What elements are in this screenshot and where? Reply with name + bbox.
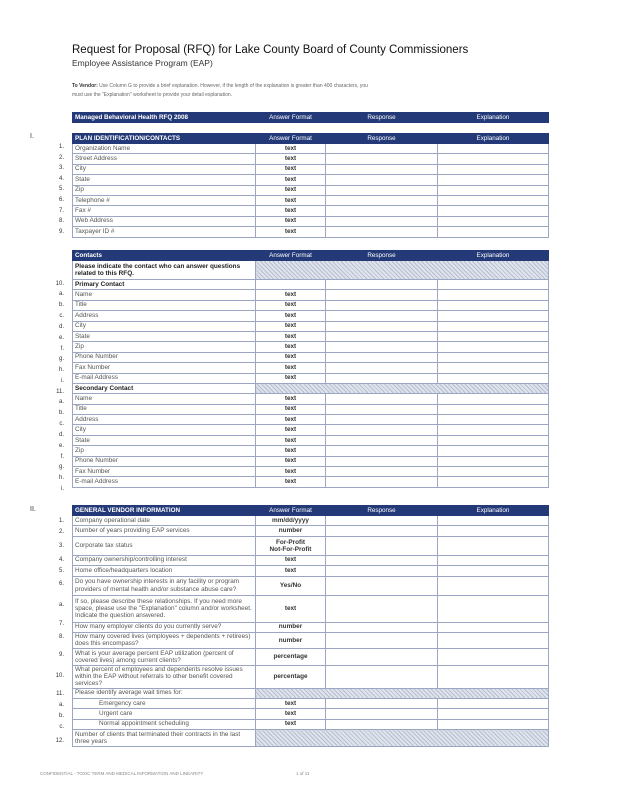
table-row	[73, 648, 549, 665]
answer-format: text	[256, 698, 326, 708]
question-label: Fax Number	[73, 363, 256, 373]
answer-format: text	[256, 342, 326, 352]
answer-format: For-Profit Not-For-Profit	[256, 536, 326, 555]
response-field[interactable]	[326, 622, 438, 632]
answer-format: text	[256, 435, 326, 445]
row-number: 8.	[58, 634, 64, 640]
question-label: E-mail Address	[73, 373, 256, 383]
question-label: What percent of employees and dependents resolve issues within the EAP without referrals to other benefit covered services?	[73, 665, 256, 688]
table-row	[73, 404, 549, 414]
question-label: Address	[73, 415, 256, 425]
explanation-field[interactable]	[438, 622, 549, 632]
question-label: Home office/headquarters location	[73, 566, 256, 576]
explanation-field[interactable]	[438, 331, 549, 341]
row-number: h.	[58, 475, 64, 482]
response-field[interactable]	[326, 206, 438, 216]
explanation-field[interactable]	[438, 536, 549, 555]
question-label: Do you have ownership interests in any facility or program providers of mental health and/or substance abuse care?	[73, 576, 256, 595]
explanation-field[interactable]	[438, 516, 549, 526]
explanation-field[interactable]	[438, 342, 549, 352]
col-response: Response	[326, 506, 438, 516]
table-row	[73, 477, 549, 487]
explanation-field[interactable]	[438, 321, 549, 331]
response-field[interactable]	[326, 195, 438, 205]
table-row	[73, 688, 549, 698]
row-number: i.	[61, 486, 64, 493]
table-row	[73, 576, 549, 595]
row-number: a.	[58, 702, 64, 708]
explanation-field[interactable]	[438, 446, 549, 456]
row-number: 6.	[58, 197, 64, 203]
question-label: Web Address	[73, 216, 256, 226]
explanation-field[interactable]	[438, 555, 549, 565]
question-label: Telephone #	[73, 195, 256, 205]
table-row	[73, 665, 549, 688]
explanation-field[interactable]	[438, 311, 549, 321]
col-explanation: Explanation	[438, 251, 549, 261]
table-row	[73, 566, 549, 576]
intro-lead: To Vendor:	[72, 83, 98, 89]
table-row	[73, 394, 549, 404]
question-label: Fax Number	[73, 467, 256, 477]
row-number: c.	[59, 724, 64, 730]
section-title: PLAN IDENTIFICATION/CONTACTS	[73, 134, 256, 144]
row-number: b.	[58, 409, 64, 416]
row-number: 10.	[55, 673, 64, 679]
question-label: Urgent care	[73, 709, 256, 719]
response-field[interactable]	[326, 477, 438, 487]
response-field[interactable]	[326, 342, 438, 352]
table-row	[73, 321, 549, 331]
response-field[interactable]	[326, 719, 438, 729]
explanation-field[interactable]	[438, 373, 549, 383]
question-label: Fax #	[73, 206, 256, 216]
row-number: e.	[58, 442, 64, 449]
response-field[interactable]	[326, 632, 438, 648]
question-label: Zip	[73, 185, 256, 195]
row-number: e.	[58, 334, 64, 341]
question-label: City	[73, 321, 256, 331]
response-field[interactable]	[326, 144, 438, 154]
table-row	[73, 709, 549, 719]
explanation-field[interactable]	[438, 300, 549, 310]
response-field[interactable]	[326, 576, 438, 595]
table-row	[73, 185, 549, 195]
question-label: Company ownership/controlling interest	[73, 555, 256, 565]
col-explanation: Explanation	[438, 506, 549, 516]
question-label: Title	[73, 404, 256, 414]
table-row	[73, 698, 549, 708]
row-number: 9.	[58, 228, 64, 235]
answer-format: text	[256, 467, 326, 477]
table-row	[73, 300, 549, 310]
table-row	[73, 216, 549, 226]
section-plan-identification	[72, 133, 549, 238]
response-field[interactable]	[326, 290, 438, 300]
row-number: c.	[59, 420, 64, 427]
row-number: 2.	[58, 154, 64, 161]
answer-format: text	[256, 446, 326, 456]
hatched-cell	[256, 261, 549, 280]
section-numeral-1: I.	[30, 133, 34, 140]
response-field[interactable]	[326, 321, 438, 331]
hatched-cell	[256, 730, 549, 747]
question-label: State	[73, 331, 256, 341]
answer-format: text	[256, 185, 326, 195]
response-field[interactable]	[326, 456, 438, 466]
rfq-header-title: Managed Behavioral Health RFQ 2008	[73, 113, 256, 123]
response-field[interactable]	[326, 175, 438, 185]
col-response: Response	[326, 251, 438, 261]
table-row	[73, 456, 549, 466]
row-number: i.	[61, 378, 64, 385]
explanation-field[interactable]	[438, 526, 549, 536]
response-field[interactable]	[326, 709, 438, 719]
explanation-field[interactable]	[438, 352, 549, 362]
explanation-field[interactable]	[438, 425, 549, 435]
response-field[interactable]	[326, 526, 438, 536]
answer-format: text	[256, 373, 326, 383]
answer-format: text	[256, 709, 326, 719]
answer-format: text	[256, 404, 326, 414]
col-response: Response	[326, 113, 438, 123]
row-number: a.	[58, 399, 64, 405]
answer-format: text	[256, 719, 326, 729]
row-number: g.	[58, 464, 64, 471]
row-number: 7.	[58, 207, 64, 214]
response-field[interactable]	[326, 164, 438, 174]
table-row	[73, 175, 549, 185]
answer-format: text	[256, 352, 326, 362]
row-number: 3.	[58, 165, 64, 172]
question-label: City	[73, 425, 256, 435]
table-row	[73, 342, 549, 352]
question-label: Taxpayer ID #	[73, 227, 256, 237]
intro-text: Use Column G to provide a brief explanation. However, if the length of the explanation is greater than 400 characters, you must use the "Explanation" worksheet to provide your detail explanation.	[72, 83, 368, 98]
question-label: What is your average percent EAP utilization (percent of covered lives) among current clients?	[73, 648, 256, 665]
question-label: State	[73, 435, 256, 445]
response-field[interactable]	[326, 185, 438, 195]
table-row	[73, 622, 549, 632]
row-number: 1.	[58, 144, 64, 150]
col-response: Response	[326, 134, 438, 144]
answer-format: text	[256, 566, 326, 576]
answer-format: text	[256, 206, 326, 216]
row-number: 11.	[56, 691, 64, 697]
question-label: E-mail Address	[73, 477, 256, 487]
table-row	[73, 595, 549, 622]
question-label: Name	[73, 290, 256, 300]
row-number: d.	[58, 431, 64, 438]
question-label: Title	[73, 300, 256, 310]
answer-format: text	[256, 144, 326, 154]
section-title: GENERAL VENDOR INFORMATION	[73, 506, 256, 516]
question-label: Normal appointment scheduling	[73, 719, 256, 729]
table-row	[73, 373, 549, 383]
question-label: Emergency care	[73, 698, 256, 708]
table-row	[73, 719, 549, 729]
answer-format: number	[256, 526, 326, 536]
question-label: Corporate tax status	[73, 536, 256, 555]
table-row	[73, 227, 549, 237]
table-row	[73, 632, 549, 648]
table-row	[73, 154, 549, 164]
answer-format: text	[256, 425, 326, 435]
explanation-field[interactable]	[438, 719, 549, 729]
col-answer-format: Answer Format	[256, 506, 326, 516]
explanation-field[interactable]	[438, 154, 549, 164]
document-subtitle: Employee Assistance Program (EAP)	[72, 58, 213, 68]
row-number: 9.	[58, 652, 64, 658]
table-row	[73, 730, 549, 747]
hatched-cell	[256, 383, 549, 393]
response-field[interactable]	[326, 331, 438, 341]
row-number: f.	[60, 345, 64, 352]
answer-format: text	[256, 154, 326, 164]
table-row	[73, 526, 549, 536]
answer-format: text	[256, 477, 326, 487]
row-number: a.	[58, 291, 64, 297]
answer-format: text	[256, 216, 326, 226]
question-label: Address	[73, 311, 256, 321]
row-number: b.	[58, 301, 64, 308]
response-field[interactable]	[326, 555, 438, 565]
table-row	[73, 331, 549, 341]
blank-cell	[438, 280, 549, 290]
question-label: How many employer clients do you currently serve?	[73, 622, 256, 632]
explanation-field[interactable]	[438, 665, 549, 688]
rfq-header-table	[72, 112, 549, 123]
table-row	[73, 164, 549, 174]
response-field[interactable]	[326, 216, 438, 226]
row-number: c.	[59, 312, 64, 319]
answer-format: text	[256, 321, 326, 331]
question-label: Street Address	[73, 154, 256, 164]
response-field[interactable]	[326, 446, 438, 456]
explanation-field[interactable]	[438, 206, 549, 216]
section-contacts	[72, 250, 549, 488]
row-number: 5.	[58, 568, 64, 574]
response-field[interactable]	[326, 566, 438, 576]
table-row	[73, 144, 549, 154]
explanation-field[interactable]	[438, 709, 549, 719]
table-row	[73, 195, 549, 205]
explanation-field[interactable]	[438, 698, 549, 708]
row-number: 4.	[58, 557, 64, 563]
col-answer-format: Answer Format	[256, 251, 326, 261]
response-field[interactable]	[326, 300, 438, 310]
row-number: 10.	[55, 281, 64, 287]
explanation-field[interactable]	[438, 467, 549, 477]
table-row	[73, 290, 549, 300]
section-title: Contacts	[73, 251, 256, 261]
answer-format: percentage	[256, 648, 326, 665]
response-field[interactable]	[326, 394, 438, 404]
response-field[interactable]	[326, 595, 438, 622]
explanation-field[interactable]	[438, 576, 549, 595]
answer-format: text	[256, 331, 326, 341]
table-row	[73, 206, 549, 216]
explanation-field[interactable]	[438, 648, 549, 665]
table-row	[73, 352, 549, 362]
explanation-field[interactable]	[438, 456, 549, 466]
answer-format: percentage	[256, 665, 326, 688]
response-field[interactable]	[326, 352, 438, 362]
table-row	[73, 555, 549, 565]
row-number: 2.	[58, 529, 64, 535]
question-label: State	[73, 175, 256, 185]
question-label: If so, please describe these relationships. If you need more space, please use the "Explanation" column and/or worksheet. Indicate the question answered.	[73, 595, 256, 622]
table-row	[73, 425, 549, 435]
response-field[interactable]	[326, 311, 438, 321]
question-label: Zip	[73, 446, 256, 456]
row-number: 6.	[58, 581, 64, 587]
primary-contact-label: Primary Contact	[73, 280, 256, 290]
explanation-field[interactable]	[438, 632, 549, 648]
page-number: 1 of 11	[296, 771, 310, 776]
explanation-field[interactable]	[438, 595, 549, 622]
question-label: Phone Number	[73, 456, 256, 466]
response-field[interactable]	[326, 467, 438, 477]
answer-format: text	[256, 595, 326, 622]
answer-format: number	[256, 632, 326, 648]
table-row	[73, 415, 549, 425]
row-number: 12.	[55, 738, 64, 744]
row-number: 5.	[58, 186, 64, 193]
row-number: d.	[58, 323, 64, 330]
footer-text: CONFIDENTIAL - TOXIC TERM AND MEDICAL INFORMATION AND LINEARITY	[40, 771, 204, 776]
response-field[interactable]	[326, 373, 438, 383]
answer-format: text	[256, 363, 326, 373]
hatched-cell	[256, 688, 549, 698]
response-field[interactable]	[326, 536, 438, 555]
explanation-field[interactable]	[438, 195, 549, 205]
answer-format: Yes/No	[256, 576, 326, 595]
response-field[interactable]	[326, 227, 438, 237]
row-number: 4.	[58, 175, 64, 182]
table-row	[73, 446, 549, 456]
question-label: City	[73, 164, 256, 174]
response-field[interactable]	[326, 404, 438, 414]
question-label: Number of clients that terminated their contracts in the last three years	[73, 730, 256, 747]
explanation-field[interactable]	[438, 185, 549, 195]
explanation-field[interactable]	[438, 435, 549, 445]
question-label: Name	[73, 394, 256, 404]
explanation-field[interactable]	[438, 227, 549, 237]
intro-note	[72, 82, 372, 99]
table-row	[73, 435, 549, 445]
explanation-field[interactable]	[438, 477, 549, 487]
row-number: h.	[58, 367, 64, 374]
question-label: Number of years providing EAP services	[73, 526, 256, 536]
col-answer-format: Answer Format	[256, 134, 326, 144]
explanation-field[interactable]	[438, 144, 549, 154]
answer-format: text	[256, 195, 326, 205]
contact-prompt: Please indicate the contact who can answer questions related to this RFQ.	[73, 261, 256, 280]
row-number: g.	[58, 356, 64, 363]
explanation-field[interactable]	[438, 164, 549, 174]
response-field[interactable]	[326, 648, 438, 665]
row-number: 3.	[58, 543, 64, 549]
answer-format: mm/dd/yyyy	[256, 516, 326, 526]
answer-format: text	[256, 311, 326, 321]
answer-format: text	[256, 555, 326, 565]
question-label: Company operational date	[73, 516, 256, 526]
question-label: Please identify average wait times for:	[73, 688, 256, 698]
col-explanation: Explanation	[438, 134, 549, 144]
table-row	[73, 467, 549, 477]
answer-format: text	[256, 394, 326, 404]
answer-format: text	[256, 227, 326, 237]
row-number: 1.	[58, 518, 64, 524]
document-title: Request for Proposal (RFQ) for Lake County Board of County Commissioners	[72, 44, 469, 56]
response-field[interactable]	[326, 665, 438, 688]
response-field[interactable]	[326, 363, 438, 373]
answer-format: text	[256, 415, 326, 425]
question-label: Organization Name	[73, 144, 256, 154]
response-field[interactable]	[326, 698, 438, 708]
col-explanation: Explanation	[438, 113, 549, 123]
explanation-field[interactable]	[438, 175, 549, 185]
question-label: Zip	[73, 342, 256, 352]
answer-format: text	[256, 290, 326, 300]
explanation-field[interactable]	[438, 566, 549, 576]
answer-format: text	[256, 300, 326, 310]
question-label: Phone Number	[73, 352, 256, 362]
row-number: b.	[58, 713, 64, 719]
table-row	[73, 311, 549, 321]
row-number: 7.	[58, 621, 64, 627]
explanation-field[interactable]	[438, 363, 549, 373]
response-field[interactable]	[326, 435, 438, 445]
secondary-contact-label: Secondary Contact	[73, 383, 256, 393]
answer-format: text	[256, 164, 326, 174]
table-row	[73, 516, 549, 526]
response-field[interactable]	[326, 516, 438, 526]
row-number: a.	[58, 602, 64, 608]
row-number: 11.	[56, 389, 64, 395]
section-general-vendor-info	[72, 505, 549, 747]
row-number: f.	[60, 453, 64, 460]
explanation-field[interactable]	[438, 415, 549, 425]
blank-cell	[256, 280, 326, 290]
explanation-field[interactable]	[438, 216, 549, 226]
answer-format: text	[256, 175, 326, 185]
response-field[interactable]	[326, 415, 438, 425]
answer-format: number	[256, 622, 326, 632]
table-row	[73, 363, 549, 373]
explanation-field[interactable]	[438, 394, 549, 404]
col-answer-format: Answer Format	[256, 113, 326, 123]
question-label: How many covered lives (employees + dependents + retirees) does this encompass?	[73, 632, 256, 648]
row-number: 8.	[58, 218, 64, 225]
answer-format: text	[256, 456, 326, 466]
section-numeral-2: II.	[30, 506, 36, 513]
explanation-field[interactable]	[438, 404, 549, 414]
response-field[interactable]	[326, 425, 438, 435]
blank-cell	[326, 280, 438, 290]
response-field[interactable]	[326, 154, 438, 164]
explanation-field[interactable]	[438, 290, 549, 300]
table-row	[73, 536, 549, 555]
